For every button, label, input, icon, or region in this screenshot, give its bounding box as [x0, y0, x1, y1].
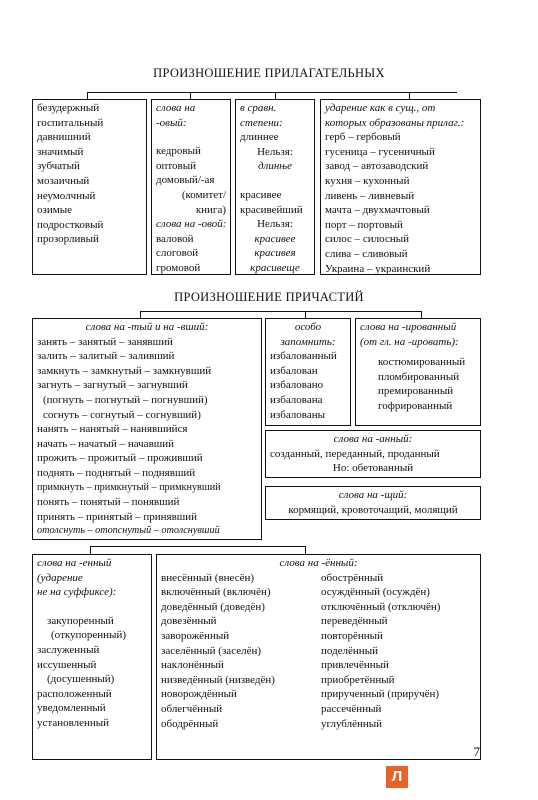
part-connector-line — [140, 311, 422, 312]
list-item: начать – начатый – начавший — [37, 437, 175, 450]
list-item: понять – понятый – понявший — [37, 496, 180, 509]
list-item: обострённый — [321, 571, 384, 584]
participles-box-anny — [265, 430, 481, 478]
list-item: уведомленный — [37, 702, 106, 715]
box-header: (ударение — [37, 571, 83, 584]
adj-connector-line — [87, 92, 457, 93]
list-item: герб – гербовый — [325, 131, 401, 144]
list-item: слива – сливовый — [325, 247, 408, 260]
participles-box-remember — [265, 318, 351, 426]
box-header: не на суффиксе): — [37, 586, 117, 599]
list-item: созданный, переданный, проданный — [270, 447, 440, 460]
list-item: давнишний — [37, 131, 91, 144]
list-item: внесённый (внесён) — [161, 571, 255, 584]
list-item: мачта – двухмачтовый — [325, 204, 430, 217]
list-item: гофрированный — [378, 399, 453, 412]
box-header: степени: — [240, 116, 283, 129]
list-item: приобретённый — [321, 673, 395, 686]
list-item: ободрённый — [161, 717, 219, 730]
list-item: порт – портовый — [325, 218, 403, 231]
list-item: отолснуть – отопснутый – отолснувший — [37, 525, 220, 537]
list-item: загнуть – загнутый – загнувший — [37, 379, 188, 392]
list-item: красивея — [254, 247, 296, 260]
participles-box-irovanny — [355, 318, 481, 426]
list-item: избалованный — [270, 350, 337, 363]
list-item: занять – занятый – занявший — [37, 335, 173, 348]
list-item: Нельзя: — [257, 145, 293, 158]
participles-box-ty-vshiy — [32, 318, 262, 540]
list-item: кухня – кухонный — [325, 174, 410, 187]
list-item: Украина – украинский — [325, 262, 431, 275]
list-item: залить – залитый – заливший — [37, 350, 175, 363]
list-item: прожить – прожитый – проживший — [37, 452, 203, 465]
list-item: красивее — [254, 232, 296, 245]
list-item: длиннее — [240, 131, 279, 144]
list-item: доведённый (доведён) — [161, 600, 265, 613]
box-header: запомнить: — [280, 335, 336, 348]
list-item: избалованы — [270, 408, 326, 421]
list-item: зубчатый — [37, 160, 80, 173]
list-item: красивейший — [240, 203, 303, 216]
list-item: привлечённый — [321, 659, 389, 672]
list-item: избалована — [270, 393, 323, 406]
box-header: ударение как в сущ., от — [325, 102, 436, 114]
box-subheader: слова на -овой: — [156, 218, 227, 231]
list-item: переведённый — [321, 615, 388, 628]
list-item: нанять – нанятый – нанявшийся — [37, 423, 188, 436]
list-item: пломбированный — [378, 370, 460, 383]
list-item: замкнуть – замкнутый – замкнувший — [37, 364, 212, 377]
list-item: новорождённый — [161, 688, 237, 701]
list-item: госпитальный — [37, 116, 104, 129]
box-header: в сравн. — [240, 102, 277, 114]
participles-box-shchiy — [265, 486, 481, 520]
list-item: избалован — [270, 364, 318, 377]
list-item: (досушенный) — [47, 673, 115, 686]
list-item: заслуженный — [37, 643, 100, 656]
yonny-column-1 — [161, 571, 321, 732]
list-item: включённый (включён) — [161, 586, 271, 599]
box-header: слова на -тый и на -вший: — [85, 321, 209, 333]
list-item: осуждённый (осуждён) — [321, 586, 430, 599]
adjectives-box-noun-stress — [320, 99, 481, 275]
list-item: поднять – поднятый – поднявший — [37, 466, 196, 479]
box-header: которых образованы прилаг.: — [325, 116, 465, 129]
page-number: 7 — [473, 744, 480, 759]
list-item: прирученный (приручён) — [321, 688, 440, 701]
list-item: оптовый — [156, 159, 197, 172]
list-item: примкнуть – примкнутый – примкнувший — [37, 481, 221, 493]
list-item: слоговой — [156, 247, 199, 260]
list-item: заселённый (заселён) — [161, 644, 262, 657]
list-item: расположенный — [37, 687, 112, 700]
list-item: Нельзя: — [257, 218, 293, 231]
participles-box-yonny — [156, 554, 481, 760]
list-item: гусеница – гусеничный — [325, 145, 435, 158]
list-item: силос – силосный — [325, 233, 409, 246]
list-item: подростковый — [37, 218, 104, 231]
list-item: громовой — [156, 261, 201, 274]
box-header: слова на -щий: — [338, 489, 408, 501]
list-item: значимый — [37, 145, 84, 158]
participles-box-enny — [32, 554, 152, 760]
list-item: довезённый — [161, 615, 217, 628]
list-item: озимые — [37, 204, 72, 217]
box-header: (от гл. на -ировать): — [360, 335, 459, 348]
list-item: кедровый — [156, 145, 201, 158]
list-item: Но: обетованный — [332, 462, 414, 475]
box-header: слова на -анный: — [333, 433, 413, 445]
list-item: поделённый — [321, 644, 378, 657]
list-item: книга) — [195, 203, 226, 216]
list-item: наклонённый — [161, 659, 224, 672]
list-item: валовой — [156, 232, 194, 245]
list-item: красивее — [240, 188, 282, 201]
list-item: костюмированный — [378, 356, 466, 369]
list-item: повторённый — [321, 629, 383, 642]
list-item: ливень – ливневый — [325, 189, 415, 202]
list-item: низведённый (низведён) — [161, 673, 275, 686]
box-header: -овый: — [156, 116, 187, 129]
box-header: слова на -ированный — [360, 321, 457, 333]
adjectives-box-ovy — [151, 99, 231, 275]
part-connector-line — [90, 546, 305, 547]
list-item: прозорливый — [37, 233, 99, 246]
list-item: кормящий, кровоточащий, молящий — [288, 503, 458, 516]
list-item: премированный — [378, 385, 454, 398]
box-header: особо — [294, 321, 322, 333]
list-item: иссушенный — [37, 658, 97, 671]
list-item: избаловано — [270, 379, 324, 392]
list-item: принять – принятый – принявший — [37, 510, 198, 523]
box-header: слова на -енный — [37, 557, 112, 569]
list-item: (откупоренный) — [51, 629, 126, 642]
adjectives-box-comparative — [235, 99, 315, 275]
list-item: закупоренный — [47, 614, 114, 627]
adjectives-box-stress — [32, 99, 147, 275]
adjectives-title: ПРОИЗНОШЕНИЕ ПРИЛАГАТЕЛЬНЫХ — [153, 66, 385, 80]
yonny-column-2 — [321, 571, 476, 732]
list-item: (комитет/ — [181, 188, 226, 201]
list-item: облегчённый — [161, 702, 223, 715]
list-item: длинње — [257, 160, 293, 173]
participles-title: ПРОИЗНОШЕНИЕ ПРИЧАСТИЙ — [174, 290, 364, 304]
list-item: согнуть – согнутый – согнувший) — [43, 408, 201, 421]
list-item: заворожённый — [161, 629, 230, 642]
list-item: завод – автозаводский — [325, 160, 429, 173]
list-item: (погнуть – погнутый – погнувший) — [43, 393, 208, 406]
list-item: отключённый (отключён) — [321, 600, 441, 613]
publisher-logo-icon: Л — [386, 766, 408, 788]
box-header: слова на — [156, 102, 196, 114]
list-item: безудержный — [37, 102, 100, 114]
list-item: углублённый — [321, 717, 383, 730]
list-item: установленный — [37, 716, 110, 729]
list-item: домовый/-ая — [156, 174, 215, 187]
list-item: неумолчный — [37, 189, 96, 202]
list-item: красивеще — [250, 261, 300, 274]
list-item: рассечённый — [321, 702, 382, 715]
list-item: мозаичный — [37, 174, 90, 187]
box-header: слова на -ённый: — [279, 557, 358, 569]
